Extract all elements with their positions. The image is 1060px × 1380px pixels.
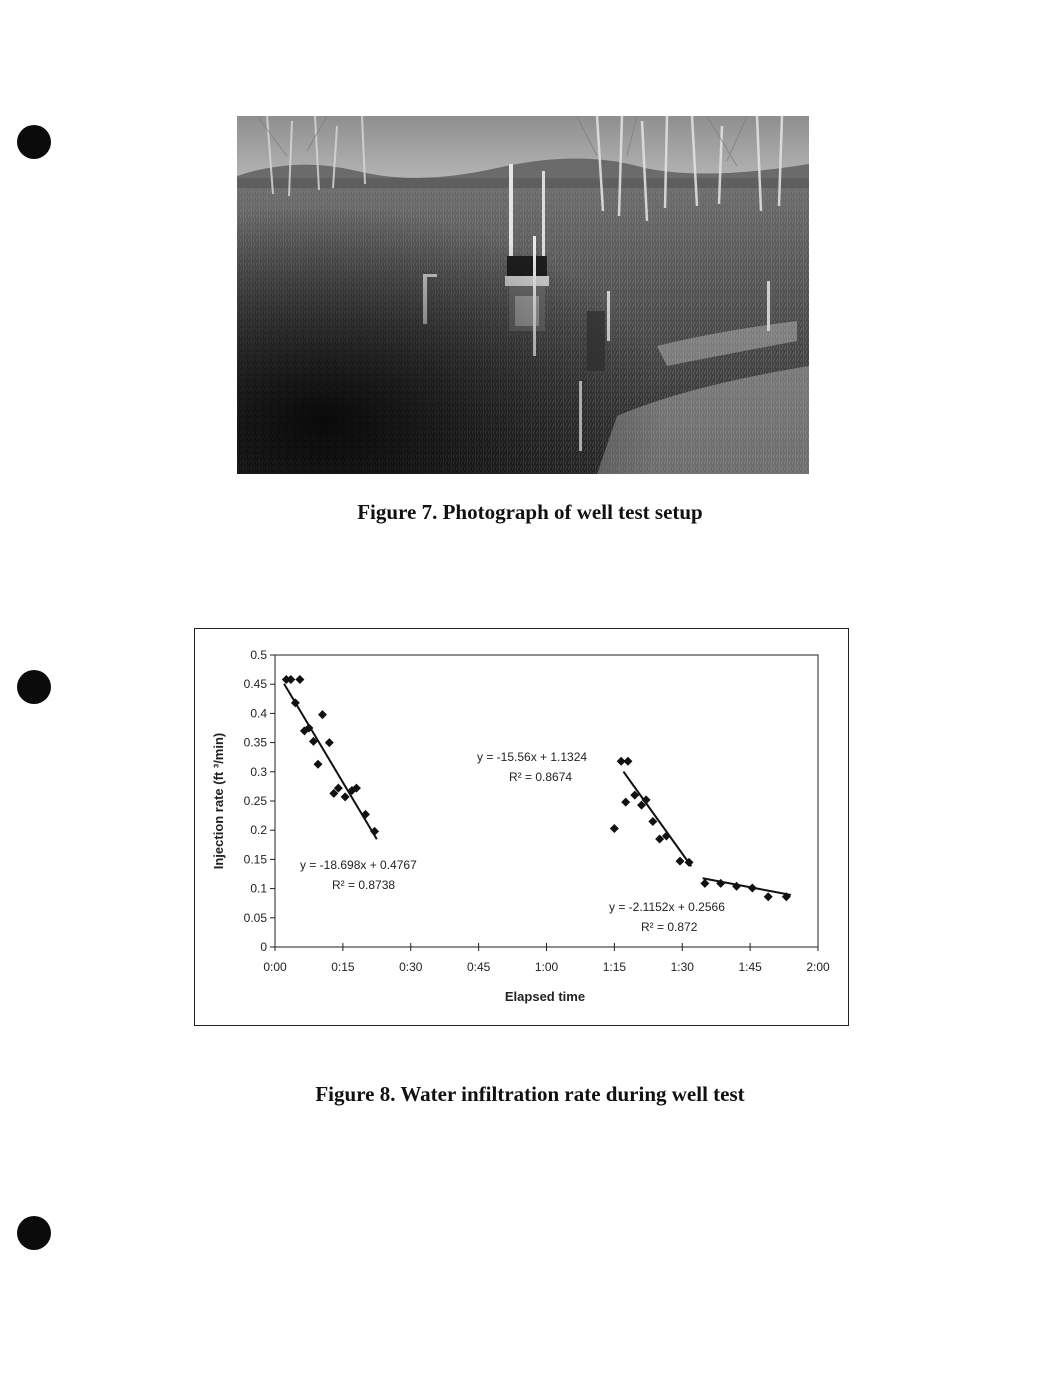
y-tick-label: 0.4	[250, 706, 267, 721]
x-tick-label: 1:00	[534, 960, 559, 974]
y-tick-label: 0.45	[243, 677, 267, 692]
data-point	[291, 698, 300, 707]
trendline-3	[703, 878, 791, 895]
data-point	[361, 810, 370, 819]
infiltration-chart-frame	[194, 628, 849, 1026]
y-tick-label: 0.1	[250, 881, 267, 896]
trendline-2	[623, 772, 691, 867]
y-tick-label: 0.35	[243, 735, 267, 750]
punch-hole-bottom	[17, 1216, 51, 1250]
figure-8-caption: Figure 8. Water infiltration rate during well test	[315, 1082, 745, 1106]
infiltration-rate-chart	[195, 629, 847, 1024]
x-axis-title: Elapsed time	[504, 989, 586, 1004]
y-tick-label: 0.5	[250, 648, 267, 662]
y-axis-title: Injection rate (ft ³/min)	[211, 732, 226, 870]
y-tick-label: 0.2	[250, 823, 267, 838]
data-point	[621, 798, 630, 807]
data-point	[286, 675, 295, 684]
x-tick-label: 1:30	[670, 960, 694, 974]
trendline-equation-2: y = -15.56x + 1.1324	[477, 750, 588, 764]
trendline-r2-3: R² = 0.872	[641, 920, 698, 934]
trendline-equation-1: y = -18.698x + 0.4767	[300, 858, 417, 872]
data-point	[341, 792, 350, 801]
trendline-r2-1: R² = 0.8738	[332, 878, 396, 892]
trendline-equation-3: y = -2.1152x + 0.2566	[609, 900, 725, 914]
well-test-photograph	[237, 116, 809, 474]
x-tick-label: 2:00	[806, 960, 830, 974]
trendline-r2-2: R² = 0.8674	[509, 770, 573, 784]
x-tick-label: 1:15	[602, 960, 627, 974]
x-tick-label: 0:45	[466, 960, 491, 974]
y-tick-label: 0.3	[250, 764, 267, 779]
data-point	[313, 760, 322, 769]
punch-hole-top	[17, 125, 51, 159]
punch-hole-middle	[17, 670, 51, 704]
x-tick-label: 1:45	[738, 960, 762, 974]
x-tick-label: 0:15	[331, 960, 355, 974]
y-tick-label: 0.05	[243, 910, 267, 925]
data-point	[623, 757, 632, 766]
data-point	[748, 884, 757, 893]
data-point	[295, 675, 304, 684]
data-point	[325, 738, 334, 747]
data-point	[764, 892, 773, 901]
y-tick-label: 0	[260, 940, 267, 954]
y-tick-label: 0.15	[243, 852, 267, 867]
x-tick-label: 0:30	[399, 960, 423, 974]
data-point	[610, 824, 619, 833]
figure-7-caption: Figure 7. Photograph of well test setup	[357, 500, 703, 524]
plot-area	[275, 655, 818, 947]
data-point	[675, 857, 684, 866]
y-tick-label: 0.25	[243, 794, 267, 808]
x-tick-label: 0:00	[263, 960, 287, 974]
data-point	[318, 710, 327, 719]
